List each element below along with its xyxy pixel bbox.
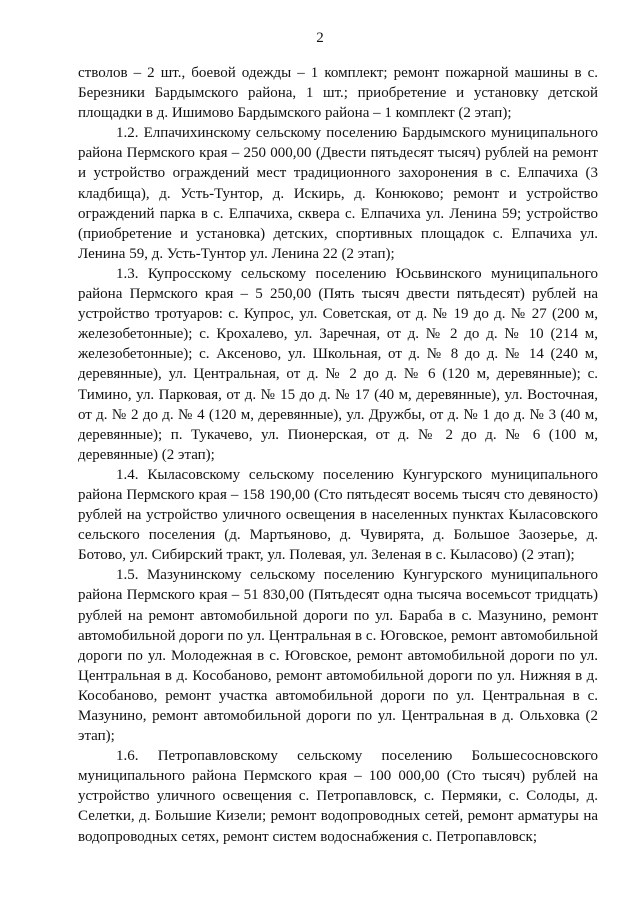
paragraph-1-4: 1.4. Кыласовскому сельскому поселению Кунгурского муниципального района Пермского края – 158 190,00 (Сто пятьдесят восемь тысяч сто девяносто) рублей на устройство уличного освещения в населенных пунктах Кыласовского сельского поселения (д. Мартьяново, д. Чувирята, д. Большое Заозерье, д. Ботово, ул. Сибирский тракт, ул. Полевая, ул. Зеленая в с. Кыласово) (2 этап); bbox=[78, 466, 598, 564]
paragraph-1-6: 1.6. Петропавловскому сельскому поселению Большесосновского муниципального района Пермского края – 100 000,00 (Сто тысяч) рублей на устройство уличного освещения с. Петропавловск, с. Пермяки, с. Солоды, д. Селетки, д. Большие Кизели; ремонт водопроводных сетей, ремонт арматуры на водопроводных сетях, ремонт систем водоснабжения с. Петропавловск; bbox=[78, 748, 598, 845]
page-number: 2 bbox=[316, 30, 324, 46]
paragraph-continuation: стволов – 2 шт., боевой одежды – 1 комплект; ремонт пожарной машины в с. Березники Бардымского района, 1 шт.; приобретение и установку детской площадки в д. Ишимово Бардымского района – 1 комплект (2 этап); bbox=[78, 65, 598, 122]
paragraph-1-2: 1.2. Елпачихинскому сельскому поселению Бардымского муниципального района Пермского края – 250 000,00 (Двести пятьдесят тысяч) рублей на ремонт и устройство ограждений мест традиционного захоронения в с. Елпачиха (3 кладбища), д. Усть-Тунтор, д. Искирь, д. Конюково; ремонт и устройство ограждений парка в с. Елпачиха, сквера с. Елпачиха ул. Ленина 59; устройство (приобретение и установка) детских, спортивных площадок с. Елпачиха ул. Ленина 59, д. Усть-Тунтор ул. Ленина 22 (2 этап); bbox=[78, 125, 598, 262]
paragraph-1-3: 1.3. Купросскому сельскому поселению Юсьвинского муниципального района Пермского края – 5 250,00 (Пять тысяч двести пятьдесят) рублей на устройство тротуаров: с. Купрос, ул. Советская, от д. № 19 до д. № 27 (200 м, железобетонные); с. Крохалево, ул. Заречная, от д. № 2 до д. № 10 (214 м, железобетонные); с. Аксеново, ул. Школьная, от д. № 8 до д. № 14 (240 м, деревянные), ул. Центральная, от д. № 2 до д. № 6 (120 м, деревянные); с. Тимино, ул. Парковая, от д. № 15 до д. № 17 (40 м, деревянные), ул. Восточная, от д. № 2 до д. № 4 (120 м, деревянные), ул. Дружбы, от д. № 1 до д. № 3 (40 м, деревянные); п. Тукачево, ул. Пионерская, от д. № 2 до д. № 6 (100 м, деревянные) (2 этап); bbox=[78, 265, 598, 463]
paragraph-1-5: 1.5. Мазунинскому сельскому поселению Кунгурского муниципального района Пермского края – 51 830,00 (Пятьдесят одна тысяча восемьсот тридцать) рублей на ремонт автомобильной дороги по ул. Бараба в с. Мазунино, ремонт автомобильной дороги по ул. Центральная в с. Юговское, ремонт автомобильной дороги по ул. Молодежная в с. Юговское, ремонт автомобильной дороги по ул. Центральная в д. Кособаново, ремонт автомобильной дороги по ул. Нижняя в д. Кособаново, ремонт участка автомобильной дороги по ул. Центральная в с. Мазунино, ремонт автомобильной дороги по ул. Центральная в д. Ольховка (2 этап); bbox=[78, 567, 598, 745]
document-body bbox=[78, 63, 598, 847]
